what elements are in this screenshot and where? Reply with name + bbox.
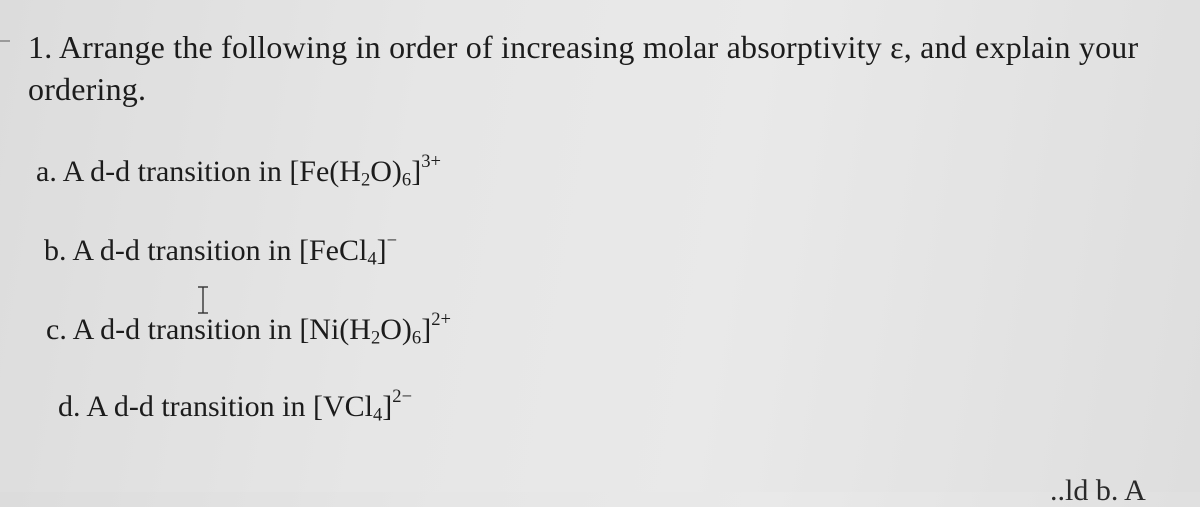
option-a-charge: 3+ (421, 151, 442, 173)
option-c-text: c. A d-d transition in [Ni(H (46, 313, 371, 346)
option-d-subscript-1: 4 (373, 404, 383, 426)
option-d-bracket: ] (382, 390, 393, 423)
option-c-bracket: ] (421, 313, 432, 346)
margin-tick (0, 40, 10, 42)
question-text: 1. Arrange the following in order of increasing molar absorptivity ε, and explain your ordering. (28, 29, 1139, 107)
option-c (46, 309, 452, 349)
option-d-text: d. A d-d transition in [VCl (58, 390, 373, 423)
option-c-subscript-2: 6 (411, 327, 422, 349)
option-a-subscript-2: 6 (401, 169, 412, 191)
option-b-charge: − (386, 230, 398, 252)
option-b-text: b. A d-d transition in [FeCl (44, 234, 368, 267)
option-a-subscript-1: 2 (360, 169, 371, 191)
text-cursor-icon (196, 286, 210, 314)
option-a-text: a. A d-d transition in [Fe(H (36, 155, 361, 188)
option-a (36, 151, 442, 191)
option-c-mid-1: O) (380, 313, 412, 346)
option-d (58, 386, 413, 426)
option-c-subscript-1: 2 (370, 327, 381, 349)
option-b-bracket: ] (376, 234, 387, 267)
option-b-subscript-1: 4 (367, 248, 377, 270)
option-b (44, 230, 398, 270)
cut-off-text: ..ld b. A (1050, 474, 1146, 507)
option-a-mid-1: O) (370, 155, 402, 188)
option-d-charge: 2− (392, 386, 413, 408)
option-a-bracket: ] (411, 155, 422, 188)
option-c-charge: 2+ (431, 309, 452, 331)
